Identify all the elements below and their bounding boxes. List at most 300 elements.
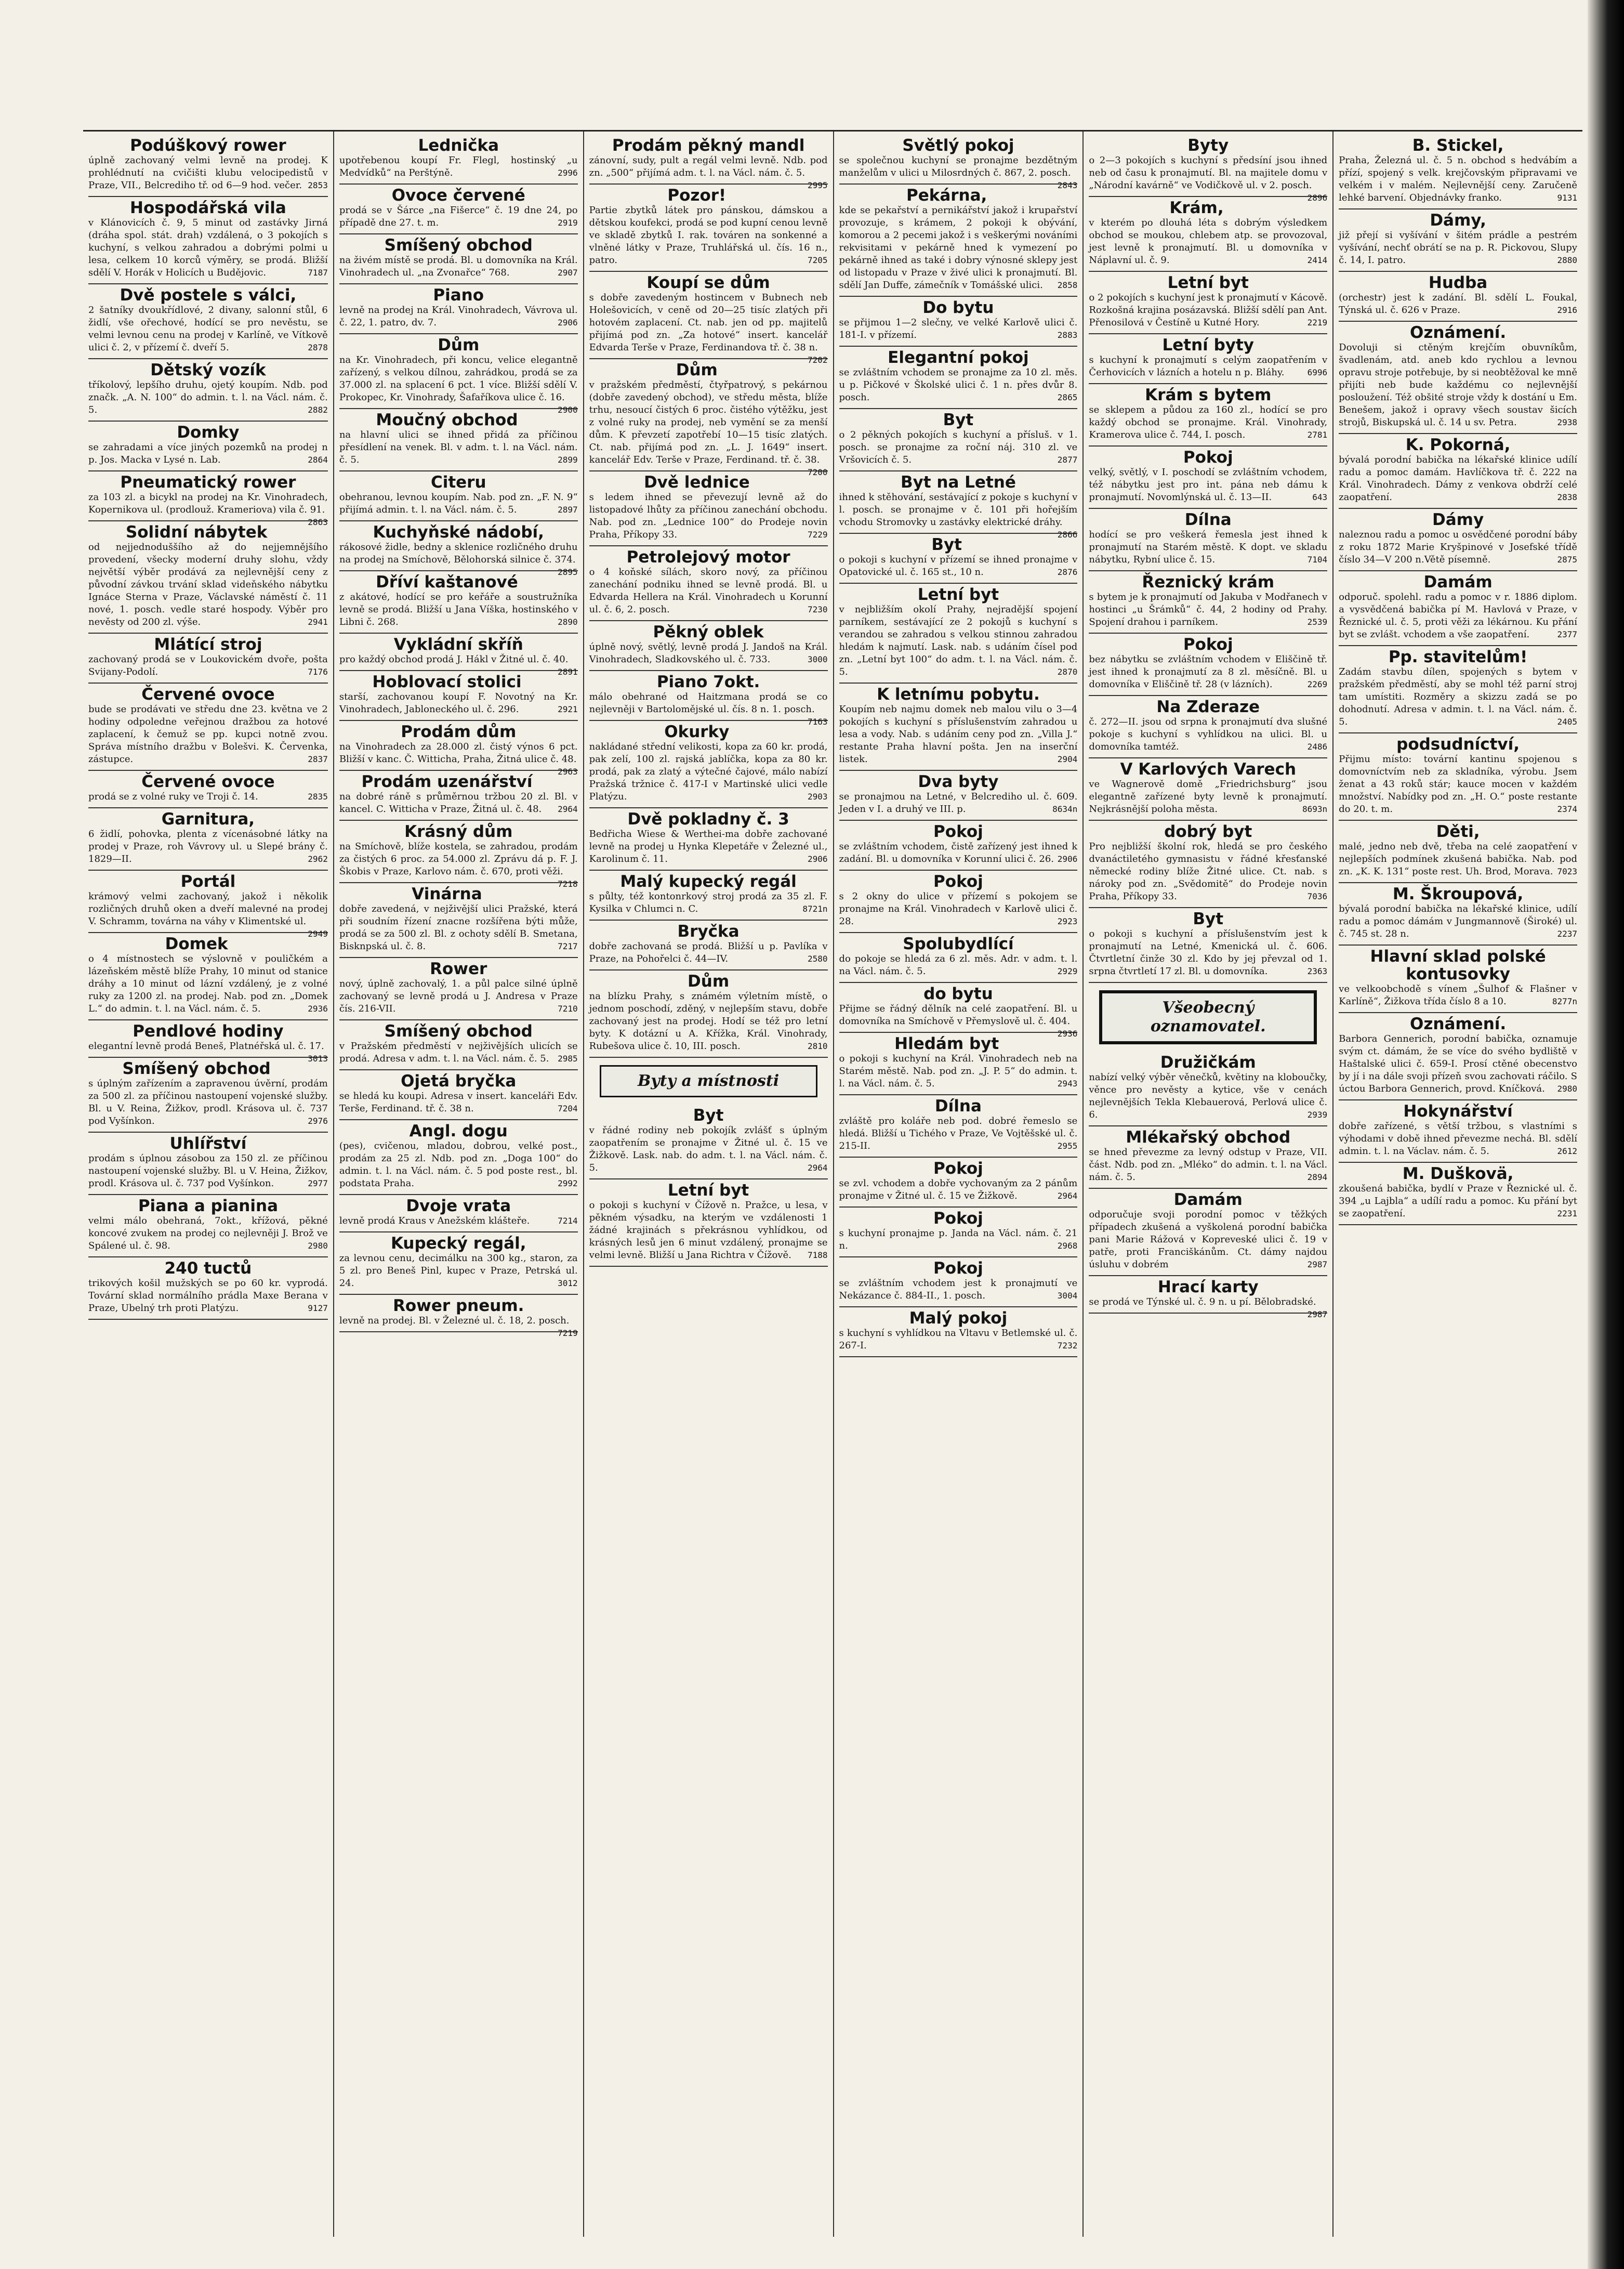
ad-number: 643 xyxy=(1312,492,1328,502)
ad-body xyxy=(339,978,578,1015)
ad-title: Pneumatický rower xyxy=(120,473,296,492)
ad-text: s ledem ihned se převezují levně až do listopadové lhůty za příčinou zanechání obchodu. Nab. pod zn. „Lednice 100“ do Prodeje novin Praha, Příkopy 33. xyxy=(589,492,828,540)
ad-title: Kupecký regál, xyxy=(390,1234,526,1253)
classified-ad xyxy=(339,135,578,185)
ad-title: Angl. dogu xyxy=(409,1122,508,1140)
ad-text: tříkolový, lepšího druhu, ojetý koupím. Ndb. pod značk. „A. N. 100“ do admin. t. l. na Václ. nám. č. 5. xyxy=(88,379,328,415)
ad-body xyxy=(1089,354,1327,379)
ad-body xyxy=(839,1053,1078,1090)
ad-title: Kuchyňské nádobí, xyxy=(373,523,544,542)
classified-ad xyxy=(589,546,828,621)
ad-number: 7176 xyxy=(308,667,328,677)
ad-number: 2968 xyxy=(1057,1241,1078,1251)
ad-text: málo obehrané od Haitzmana prodá se co nejlevněji v Bartolomějské ul. čís. 8 n. 1. posch. xyxy=(589,691,828,715)
ad-body xyxy=(1089,404,1327,441)
classified-ad xyxy=(1339,946,1577,1013)
classified-ad xyxy=(1339,209,1577,272)
ad-text: pro každý obchod prodá J. Hákl v Žitné ul. č. 40. xyxy=(339,654,569,665)
ad-title: Piana a pianina xyxy=(138,1197,278,1215)
ad-text: (pes), cvičenou, mladou, dobrou, velké post., prodám za 25 zl. Ndb. pod zn. „Doga 100“ do admin. t. l. na Václ. nám. č. 5 pod poste rest., bl. podstata Praha. xyxy=(339,1140,578,1189)
ad-number: 2996 xyxy=(558,168,578,178)
ad-title: Pokoj xyxy=(933,1159,983,1178)
ad-text: velký, světlý, v I. poschodí se zvláštním vchodem, též nábytku jest pro int. pána neb dámu k pronajmutí. Novomlýnská ul. č. 13—II. xyxy=(1089,467,1328,503)
ad-number: 2987 xyxy=(1307,1260,1328,1269)
ad-number: 9131 xyxy=(1557,193,1577,203)
ad-title: Červené ovoce xyxy=(141,772,275,791)
ad-number: 2916 xyxy=(1557,305,1577,315)
ad-title: Dámy xyxy=(1432,510,1484,529)
ad-title: Řeznický krám xyxy=(1142,573,1275,592)
ad-body xyxy=(88,304,328,354)
ad-body xyxy=(1089,716,1327,753)
ad-number: 2891 xyxy=(558,667,578,677)
ad-text: Partie zbytků látek pro pánskou, dámskou a dětskou koufekci, prodá se pod kupní cenou levně ve skladě zbytků I. rak. továren na sonkenné a vlněné látky v Praze, Truhlářská ul. čís. 16 n., patro. xyxy=(589,205,828,266)
ad-number: 2980 xyxy=(308,1241,328,1251)
ad-text: se hned převezme za levný odstup v Praze, VII. část. Ndb. pod zn. „Mléko“ do admin. t. l. na Václ. nám. č. 5. xyxy=(1089,1147,1328,1183)
ad-body xyxy=(88,791,328,803)
classified-ad xyxy=(1339,135,1577,209)
ad-text: Koupím neb najmu domek neb malou vilu o 3—4 pokojích s kuchyní s příslušenstvím zahradou u lesa a vody. Nab. s udáním ceny pod zn. „Villa J.“ restante Praha hlavní pošta. Jen na inserční listek. xyxy=(839,704,1078,765)
ad-title: Oznámení. xyxy=(1409,1015,1507,1033)
classified-ad xyxy=(88,933,328,1020)
classified-ad xyxy=(1089,334,1327,384)
ad-body xyxy=(589,741,828,803)
page-edge xyxy=(1588,0,1624,2269)
ad-body xyxy=(839,841,1078,865)
ad-title: Damám xyxy=(1173,1190,1243,1209)
ad-title: Rower xyxy=(430,960,487,978)
classified-ad xyxy=(1339,509,1577,571)
classified-ad xyxy=(839,1033,1078,1095)
ad-number: 7204 xyxy=(558,1104,578,1113)
ad-text: na živém místě se prodá. Bl. u domovníka na Král. Vinohradech ul. „na Zvonařce“ 768. xyxy=(339,255,578,278)
ad-body xyxy=(339,1215,578,1227)
ad-text: dobře zařízené, s větší tržbou, s vlastními s výhodami v době ihned převezme nechá. Bl. sdělí admin. t. l. na Václav. nám. č. 5. xyxy=(1339,1121,1577,1157)
ad-number: 2837 xyxy=(308,754,328,764)
ad-title: Krám s bytem xyxy=(1145,386,1272,404)
ad-body xyxy=(1339,903,1577,940)
ad-body xyxy=(589,154,828,190)
ad-title: Dvě postele s válci, xyxy=(120,286,297,305)
ad-title: Piano 7okt. xyxy=(656,673,760,691)
ad-text: se prodá ve Týnské ul. č. 9 n. u pí. Bělobradské. xyxy=(1089,1296,1316,1307)
classified-ad xyxy=(88,1257,328,1320)
ad-body xyxy=(839,703,1078,766)
ad-title: Hokynářství xyxy=(1403,1102,1513,1121)
ad-number: 2895 xyxy=(558,567,578,577)
ad-number: 2405 xyxy=(1557,717,1577,727)
ad-body xyxy=(1089,841,1327,903)
ad-body xyxy=(589,491,828,541)
ad-text: se hledá ku koupi. Adresa v insert. kanceláři Edv. Terše, Ferdinand. tř. č. 38 n. xyxy=(339,1091,578,1114)
ad-body xyxy=(339,1090,578,1115)
ad-text: dobře zachovaná se prodá. Bližší u p. Pavlíka v Praze, na Pohořelci č. 44—IV. xyxy=(589,941,828,964)
ad-text: Dovoluji si ctěným krejčím obuvníkům, švadlenám, atd. aneb kdo rychlou a levnou opravu stroje potřebuje, by si neobtěžoval ke mně přijíti neb bude každému co nejlevnější posloužení. Též obšité stroje vždy k dostání u Em. Benešem, jakož i opravy všech soustav šicích strojů, Biskupská ul. č. 14 u sv. Petra. xyxy=(1339,342,1577,428)
classified-ad xyxy=(1339,821,1577,883)
ad-text: s kuchyní pronajme p. Janda na Václ. nám. č. 21 n. xyxy=(839,1228,1078,1251)
ad-number: 2921 xyxy=(558,704,578,714)
ad-title: Letní byt xyxy=(1167,273,1249,292)
ad-number: 2580 xyxy=(807,954,828,964)
ad-number: 2987 xyxy=(1307,1309,1328,1319)
ad-body xyxy=(1089,1071,1327,1121)
ad-body xyxy=(839,204,1078,292)
ad-body xyxy=(339,354,578,415)
ad-title: Okurky xyxy=(664,723,730,741)
ad-body xyxy=(1089,928,1327,978)
ad-body xyxy=(339,154,578,179)
ad-body xyxy=(1089,1146,1327,1184)
ad-number: 2906 xyxy=(807,854,828,864)
classified-ad xyxy=(88,808,328,871)
ad-body xyxy=(88,828,328,865)
ad-body xyxy=(1089,292,1327,329)
ad-number: 2883 xyxy=(1057,330,1078,340)
classified-ad xyxy=(88,871,328,939)
ad-body xyxy=(839,554,1078,579)
classified-ad xyxy=(88,634,328,684)
ad-body xyxy=(839,604,1078,678)
ad-number: 2963 xyxy=(558,767,578,777)
classified-ad xyxy=(1089,908,1327,983)
ad-title: Pokoj xyxy=(933,822,983,841)
ad-title: Byt xyxy=(1193,910,1224,928)
ad-text: o 4 místnostech se výslovně v pouličkém a lázeňském městě blíže Prahy, 10 minut od stanice dráhy a 10 minut od lázní vzdálený, je z volné ruky za 1200 zl. na prodej. Nab. pod zn. „Domek L.“ do admin. t. l. na Václ. nám. č. 5. xyxy=(88,953,328,1014)
ad-body xyxy=(339,491,578,516)
ad-text: č. 272—II. jsou od srpna k pronajmutí dva slušné pokoje s kuchyní s vyhlídkou na ulici. Bl. u domovníka tamtéž. xyxy=(1089,716,1328,752)
ad-number: 7219 xyxy=(558,1328,578,1338)
ad-text: zánovní, sudy, pult a regál velmi levně. Ndb. pod zn. „500“ přijímá adm. t. l. na Václ. nám. č. 5. xyxy=(589,155,828,178)
classified-ad xyxy=(839,185,1078,297)
ad-number: 7217 xyxy=(558,941,578,951)
classified-ad xyxy=(1089,1276,1328,1319)
ad-body xyxy=(839,154,1078,190)
ad-number: 2964 xyxy=(807,1163,828,1173)
ad-text: s kuchyní s vyhlídkou na Vltavu v Betlemské ul. č. 267-I. xyxy=(839,1328,1078,1351)
ad-title: Pokoj xyxy=(933,1209,983,1228)
ad-text: z akátové, hodící se pro keřáře a soustružníka levně se prodá. Bližší u Jana Víška, hostinského v Libni č. 268. xyxy=(339,592,578,627)
ad-title: Lednička xyxy=(418,136,499,155)
classified-ad xyxy=(339,1020,578,1070)
ad-number: 2894 xyxy=(1307,1172,1328,1182)
ad-body xyxy=(1089,529,1327,566)
ad-number: 7023 xyxy=(1557,867,1577,876)
ad-title: Letní byty xyxy=(1162,336,1254,355)
classified-ad xyxy=(589,970,828,1058)
ad-number: 2853 xyxy=(308,180,328,190)
ad-text: s 2 okny do ulice v přízemí s pokojem se pronajme na Král. Vinohradech v Karlově ulici č. 28. xyxy=(839,891,1078,927)
classified-ad xyxy=(339,284,578,334)
ad-body xyxy=(839,1327,1078,1352)
classified-ad xyxy=(88,1020,328,1064)
ad-number: 7187 xyxy=(308,268,328,278)
ad-text: hodící se pro veškerá řemesla jest ihned k pronajmutí na Starém městě. K dopt. ve skladu nábytku, Rybní ulice č. 15. xyxy=(1089,529,1328,565)
ad-number: 2876 xyxy=(1057,567,1078,577)
col-6 xyxy=(1332,132,1582,2237)
ad-text: Barbora Gennerich, porodní babička, oznamuje svým ct. dámám, že se více do svého bydliště v Haštalské ulici č. 659-I. Prosí ctěné obecenstvo by jí i na dále svoji přízeň svou zachovati ráčilo. S úctou Barbora Gennerich, provd. Kníčková. xyxy=(1339,1033,1577,1094)
classified-ad xyxy=(1089,384,1327,447)
ad-text: o pokoji s kuchyní a příslušenstvím jest k pronajmutí na Letné, Kmenická ul. č. 606. Čtvrtletní činže 30 zl. Kdo by jej převzal od 1. srpna čtvrtletí 17 zl. Bl. u domovníka. xyxy=(1089,928,1328,977)
ad-text: se sklepem a půdou za 160 zl., hodící se pro každý obchod se pronajme. Král. Vinohrady, Kramerova ulice č. 744, I. posch. xyxy=(1089,404,1328,440)
ad-body xyxy=(589,990,828,1053)
classified-ad xyxy=(88,1058,328,1133)
classified-ad xyxy=(88,471,328,527)
ad-body xyxy=(1089,778,1327,816)
classified-ad xyxy=(339,634,578,677)
ad-title: Děti, xyxy=(1436,822,1480,841)
classified-ad xyxy=(339,571,578,634)
ad-title: Uhlířství xyxy=(169,1134,247,1153)
ad-number: 8634n xyxy=(1052,804,1078,814)
ad-text: zachovaný prodá se v Loukovickém dvoře, pošta Svijany-Podolí. xyxy=(88,654,328,677)
ad-title: Pokoj xyxy=(933,1259,983,1278)
ad-number: 2866 xyxy=(1057,530,1078,540)
ad-body xyxy=(88,890,328,939)
ad-body xyxy=(88,154,328,192)
ad-title: Vinárna xyxy=(412,885,482,903)
ad-text: nový, úplně zachovalý, 1. a půl palce silné úplně zachovaný se levně prodá u J. Andresa v Praze čís. 216-VII. xyxy=(339,978,578,1014)
classified-ad xyxy=(1089,272,1327,334)
ad-number: 2865 xyxy=(1057,392,1078,402)
classified-ad xyxy=(339,671,578,721)
ad-number: 2992 xyxy=(558,1178,578,1188)
classified-ad xyxy=(88,1133,328,1195)
ad-text: s dobře zavedeným hostincem v Bubnech neb Holešovicích, v ceně od 20—25 tisíc zlatých při hotovém zaplacení. Ct. nab. jen od pp. majitelů přijímá pod zn. „Za hotové“ insert. kancelář Edvarda Terše v Praze, Ferdinandova tř. č. 38 n. xyxy=(589,292,828,353)
ad-title: Citeru xyxy=(430,473,486,492)
ad-title: Do bytu xyxy=(922,298,994,317)
ad-text: malé, jedno neb dvě, třeba na celé zaopatření v nejlepších podmínek zkušená babička. Nab. pod zn. „K. K. 131“ poste rest. Uh. Brod, Morava. xyxy=(1339,841,1577,877)
ad-body xyxy=(88,217,328,279)
ad-body xyxy=(1339,154,1577,204)
ad-body xyxy=(1089,591,1327,628)
ad-body xyxy=(589,204,828,267)
ad-title: Smíšený obchod xyxy=(384,236,533,255)
ad-text: levně na prodej na Král. Vinohradech, Vávrova ul. č. 22, 1. patro, dv. 7. xyxy=(339,305,578,328)
classified-ad xyxy=(839,821,1078,871)
ad-title: Pekárna, xyxy=(906,186,987,205)
ad-body xyxy=(1339,666,1577,728)
classified-ad xyxy=(589,471,828,546)
col-2 xyxy=(333,132,583,2237)
classified-ad xyxy=(88,1195,328,1257)
classified-ad xyxy=(339,1295,578,1338)
classified-ad xyxy=(839,1257,1078,1307)
ad-title: Světlý pokoj xyxy=(902,136,1014,155)
ad-body xyxy=(589,566,828,616)
classified-ad xyxy=(1089,509,1327,571)
ad-title: Letní byt xyxy=(667,1181,749,1200)
ad-number: 2938 xyxy=(1557,417,1577,427)
ad-body xyxy=(88,441,328,466)
classified-ad xyxy=(1089,758,1327,821)
ad-title: Spolubydlící xyxy=(903,935,1014,953)
ad-number: 2962 xyxy=(308,854,328,864)
ad-title: Smíšený obchod xyxy=(384,1022,533,1041)
ad-text: ve velkoobchodě s vínem „Šulhof & Flašner v Karlíně“, Žižkova třída číslo 8 a 10. xyxy=(1339,983,1577,1007)
ad-text: o 4 koňské sílách, skoro nový, za příčinou zanechání podniku ihned se levně prodá. Bl. u Edvarda Hellera na Král. Vinohradech u Korunní ul. č. 6, 2. posch. xyxy=(589,567,828,615)
classified-ad xyxy=(589,185,828,272)
classified-ad xyxy=(1339,1100,1577,1163)
classified-ad xyxy=(839,584,1078,684)
ad-title: K letnímu pobytu. xyxy=(877,685,1040,704)
ad-title: Domek xyxy=(165,935,228,953)
ad-text: bez nábytku se zvláštním vchodem v Eliščině tř. jest ihned k pronajmutí za 8 zl. měsíčně. Bl. u domovníka v Eliščině tř. 28 (v lázních). xyxy=(1089,654,1328,690)
ad-body xyxy=(839,1115,1078,1152)
classified-ad xyxy=(589,135,828,190)
classified-ad xyxy=(339,1120,578,1195)
ad-number: 8693n xyxy=(1302,804,1328,814)
ad-title: Damám xyxy=(1423,573,1493,592)
ad-number: 2835 xyxy=(308,792,328,802)
ad-number: 2231 xyxy=(1557,1209,1577,1218)
col-4 xyxy=(833,132,1083,2237)
ad-number: 6996 xyxy=(1307,368,1328,377)
ad-title: Pokoj xyxy=(1183,635,1233,654)
ad-title: Dílna xyxy=(1184,510,1232,529)
classified-ad xyxy=(1089,1126,1327,1189)
ad-text: bývalá porodní babička na lékařské klinice, udílí radu a pomoc dámám v Jungmannově (Široké) ul. č. 745 st. 28 n. xyxy=(1339,903,1577,939)
ad-title: Na Zderaze xyxy=(1156,698,1260,716)
ad-body xyxy=(1339,292,1577,317)
ad-text: s bytem je k pronajmutí od Jakuba v Modřanech v hostinci „u Šrámků“ č. 44, 2 hodiny od Prahy. Spojení drahou i parníkem. xyxy=(1089,592,1328,627)
ad-number: 2995 xyxy=(807,180,828,190)
classified-ad xyxy=(339,771,578,821)
ad-text: v nejbližším okolí Prahy, nejradější spojení parníkem, sestávající ze 2 pokojů s kuchyní s verandou se zahradou s velkou stinnou zahradou hledám k najmutí. Lask. nab. s udáním čísel pod zn. „Letní byt 100“ do adm. t. l. na Václ. nám. č. 5. xyxy=(839,604,1078,677)
ad-number: 7036 xyxy=(1307,891,1328,901)
ad-text: se zvl. vchodem a dobře vychovaným za 2 pánům pronajme v Žitné ul. č. 15 ve Žižkově. xyxy=(839,1178,1078,1201)
ad-title: V Karlových Varech xyxy=(1120,760,1297,779)
ad-body xyxy=(339,691,578,716)
classified-ad xyxy=(589,621,828,671)
ad-number: 2943 xyxy=(1057,1079,1078,1088)
ad-body xyxy=(339,204,578,229)
ad-text: rákosové židle, bedny a sklenice rozličného druhu na prodej na Smíchově, Bělohorská silnice č. 374. xyxy=(339,542,578,565)
ad-number: 2858 xyxy=(1057,280,1078,290)
ad-text: Zadám stavbu dílen, spojených s bytem v pražském předměstí, aby se mohl též parní stroj tam umístiti. Rozměry a skizzu zadá se po dohodnutí. Adresa v admin. t. l. na Václ. nám. č. 5. xyxy=(1339,666,1577,727)
classified-ad xyxy=(839,1158,1078,1208)
classified-ad xyxy=(1339,646,1577,733)
ad-text: v Klánovicích č. 9, 5 minut od zastávky Jirná (dráha spol. stát. drah) vzdálená, o 3 pokojích s kuchyní, s velkou zahradou a dobrými polmi u lesa, celkem 10 korců výměry, se prodá. Bližší sdělí V. Horák v Holicích u Budějovic. xyxy=(88,217,328,278)
ad-text: prodám s úplnou zásobou za 150 zl. ze příčinou nastoupení vojenské služby. Bl. u V. Heina, Žižkov, prodl. Krásova ul. č. 737 pod Vyšínkon. xyxy=(88,1153,328,1189)
ad-title: Malý kupecký regál xyxy=(620,872,797,891)
classified-ad xyxy=(589,808,828,871)
ad-body xyxy=(339,841,578,889)
classified-ad xyxy=(1339,1013,1577,1100)
classified-ad xyxy=(339,821,578,889)
ad-title: Byty xyxy=(1187,136,1229,155)
ad-title: Portál xyxy=(180,872,236,891)
classified-ad xyxy=(1089,1052,1327,1126)
ad-body xyxy=(339,903,578,953)
ad-body xyxy=(589,379,828,477)
ad-title: Prodám uzenářství xyxy=(361,772,533,791)
ad-number: 2964 xyxy=(1057,1191,1078,1201)
ad-text: na dobré ráně s průměrnou tržbou 20 zl. Bl. v kancel. C. Wittichа v Praze, Žitná ul. č. 48. xyxy=(339,791,578,815)
ad-text: na Vinohradech za 28.000 zl. čistý výnos 6 pct. Bližší v kanc. Č. Wittichа, Praha, Žitná ulice č. 48. xyxy=(339,741,578,765)
classified-ad xyxy=(88,521,328,634)
ad-title: Dříví kaštanové xyxy=(376,573,518,592)
ad-title: K. Pokorná, xyxy=(1405,436,1511,454)
ad-text: úplně zachovaný velmi levně na prodej. K prohlédnutí na cvičišti klubu velocipedistů v Praze, VII., Belcrediho tř. od 6—9 hod. večer. xyxy=(88,155,328,191)
ad-text: krámový velmi zachovaný, jakož i několik rozličných druhů oken a dveří malevné na prodej V. Schramm, továrna na váhy v Klimentské ul. xyxy=(88,891,328,927)
ad-title: Dva byty xyxy=(918,772,999,791)
ad-text: za levnou cenu, decimálku na 300 kg., staron, za 5 zl. pro Beneš Pinl, kupec v Praze, Petrská ul. 24. xyxy=(339,1253,578,1289)
ad-number: 2980 xyxy=(1557,1084,1577,1094)
ad-number: 2414 xyxy=(1307,255,1328,265)
classified-ad xyxy=(1339,571,1577,646)
ad-title: Dům xyxy=(688,972,730,991)
ad-title: Dvě pokladny č. 3 xyxy=(627,810,789,829)
classified-ad xyxy=(88,684,328,771)
classified-ad xyxy=(1339,1163,1577,1225)
ad-text: se zahradami a více jiných pozemků na prodej n p. Jos. Macka v Lysé n. Lab. xyxy=(88,442,328,465)
ad-number: 2900 xyxy=(558,405,578,415)
ad-number: 2882 xyxy=(308,405,328,415)
classified-ad xyxy=(1339,434,1577,509)
ad-title: Dům xyxy=(438,336,480,355)
ad-text: velmi málo obehraná, 7okt., křížová, pěkné koncové zvukem na prodej co nejlevněji J. Brož ve Spálené ul. č. 98. xyxy=(88,1215,328,1251)
ad-text: se pronajmou na Letné, v Belcrediho ul. č. 609. Jeden v I. a druhý ve III. p. xyxy=(839,791,1078,815)
ad-body xyxy=(839,366,1078,404)
ad-title: dobrý byt xyxy=(1164,822,1252,841)
ad-body xyxy=(1339,342,1577,429)
ad-number: 2896 xyxy=(1307,193,1328,203)
classified-ad xyxy=(589,671,828,727)
ad-text: obehranou, levnou koupím. Nab. pod zn. „F. N. 9“ přijímá admin. t. l. na Václ. nám. č. 5. xyxy=(339,492,578,515)
ad-number: 3004 xyxy=(1057,1291,1078,1301)
section-banner: Byty a místnosti xyxy=(600,1065,817,1097)
ad-body xyxy=(88,541,328,628)
classified-ad xyxy=(1089,447,1327,509)
classified-ad xyxy=(589,871,828,921)
ad-body xyxy=(1339,1183,1577,1220)
ad-number: 2923 xyxy=(1057,916,1078,926)
ad-number: 7163 xyxy=(807,717,828,727)
ad-title: Bryčka xyxy=(677,922,740,941)
ad-text: bývalá porodní babička na lékařské klinice udílí radu a pomoc damám. Havlíčkova tř. č. 222 na Král. Vinohradech. Dámy z venkova obdrží celé zaopatření. xyxy=(1339,454,1577,503)
ad-title: Letní byt xyxy=(917,585,999,604)
ad-text: se zvláštním vchodem se pronajme za 10 zl. měs. u p. Pičkové v Školské ulici č. 1 n. přes dvůr 8. posch. xyxy=(839,367,1078,403)
ad-number: 2939 xyxy=(1307,1110,1328,1120)
classified-ad xyxy=(88,135,328,197)
ad-title: Mlékařský obchod xyxy=(1126,1128,1291,1147)
ad-text: se zvláštním vchodem, čistě zařízený jest ihned k zadání. Bl. u domovníka v Korunní ulici č. 26. xyxy=(839,841,1078,864)
ad-title: 240 tuctů xyxy=(164,1259,252,1278)
classified-ad xyxy=(1089,821,1327,908)
ad-title: Pozor! xyxy=(667,186,727,205)
ad-number: 2878 xyxy=(308,343,328,352)
ad-title: Pp. stavitelům! xyxy=(1388,648,1528,666)
ad-body xyxy=(1339,529,1577,566)
classified-ad xyxy=(88,422,328,471)
ad-number: 2863 xyxy=(308,517,328,527)
classified-ad xyxy=(339,1232,578,1295)
classified-ad xyxy=(1089,135,1328,203)
ad-body xyxy=(339,304,578,329)
classified-ad xyxy=(1089,571,1327,634)
ad-body xyxy=(589,691,828,727)
ad-body xyxy=(1089,154,1328,203)
ad-title: Byt xyxy=(931,535,962,554)
ad-body xyxy=(88,491,328,527)
classified-ad xyxy=(589,1179,828,1267)
classified-ad xyxy=(339,1070,578,1120)
ad-text: prodá se v Šárce „na Fišerce“ č. 19 dne 24, po případě dne 27. t. m. xyxy=(339,205,578,228)
ad-text: se společnou kuchyní se pronajme bezdětným manželům v ulici u Milosrdných č. 867, 2. posch. xyxy=(839,155,1078,178)
ad-number: 2907 xyxy=(558,268,578,278)
ad-text: Přijmu místo: tovární kantinu spojenou s domovníctvím neb za skladníka, výrobu. Jsem ženat a 43 roků stár; kauce mocen v každém množství. Nabídky pod zn. „H. O.“ poste restante do 20. t. m. xyxy=(1339,754,1577,815)
ad-body xyxy=(839,890,1078,928)
